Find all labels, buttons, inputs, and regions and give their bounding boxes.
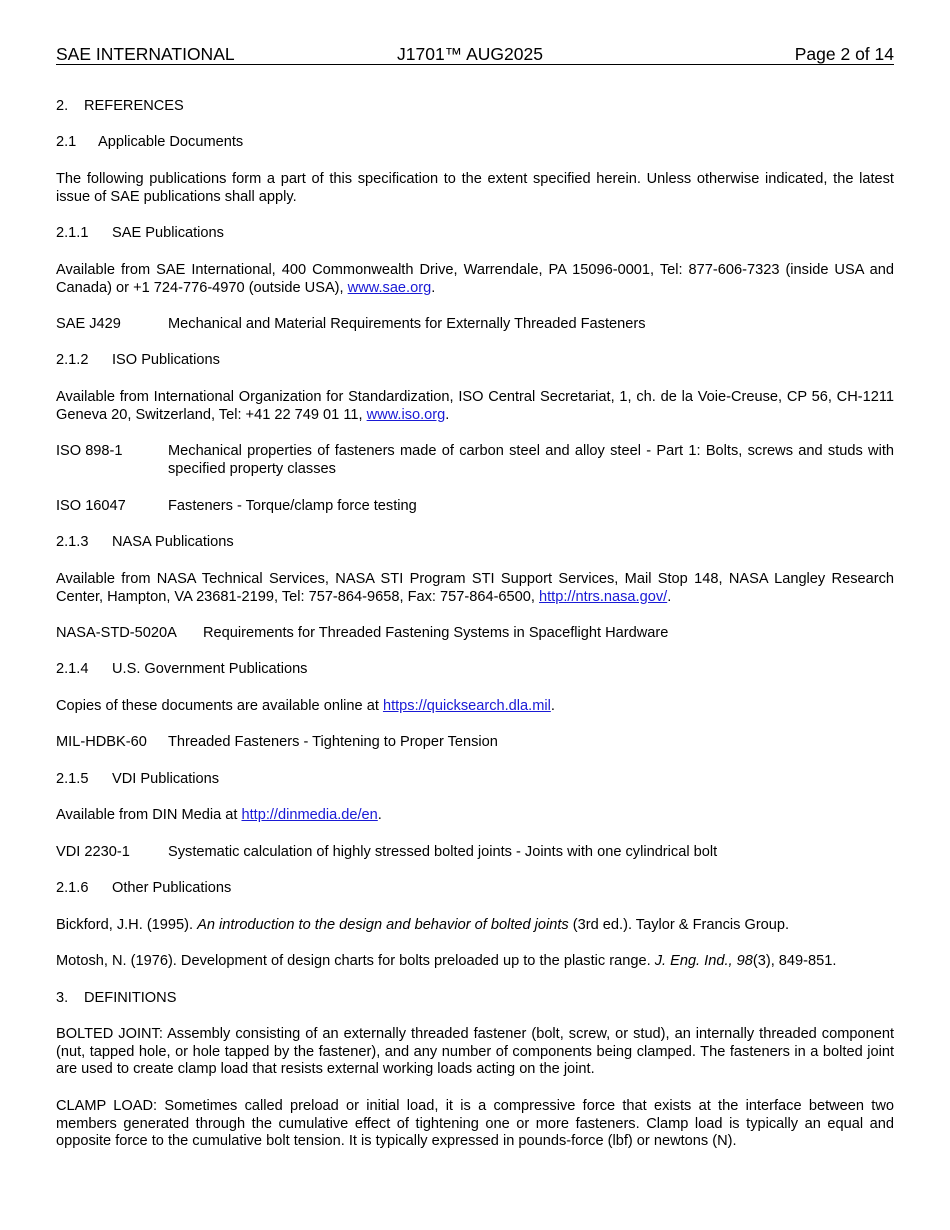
definition-clamp-load: CLAMP LOAD: Sometimes called preload or initial load, it is a compressive force that exists at the interface between two members generated through the cumulative effect of tightening one or more fasteners. Clamp load is typically an equal and opposite force to the cumulative bolt tension. It is typically expressed in pounds-force (lbf) or newtons (N). [56,1098,894,1149]
reference-code: ISO 16047 [56,498,126,514]
reference-entry [56,625,894,643]
section-heading-applicable-documents [56,134,894,152]
period: . [445,406,450,423]
citation-author-title: Motosh, N. (1976). Development of design charts for bolts preloaded up to the plastic range. [56,953,651,969]
section-heading-sae-publications [56,225,894,243]
reference-title: Mechanical and Material Requirements for Externally Threaded Fasteners [168,316,646,332]
section-heading-iso-publications [56,352,894,370]
reference-entry [56,316,894,334]
section-heading-definitions [56,990,894,1008]
availability-text: Available from SAE International, 400 Commonwealth Drive, Warrendale, PA 15096-0001, Tel: 877-606-7323 (inside USA and Canada) or +1 724-776-4970 (outside USA), [56,262,894,296]
header-org: SAE INTERNATIONAL [56,44,235,64]
section-number: 3. [56,990,69,1006]
reference-title: Fasteners - Torque/clamp force testing [168,498,417,514]
header-page-number: Page 2 of 14 [794,44,894,64]
section-number: 2. [56,98,69,114]
reference-code: VDI 2230-1 [56,844,130,860]
dla-quicksearch-link[interactable]: https://quicksearch.dla.mil [382,698,551,714]
section-title: U.S. Government Publications [112,661,308,677]
citation-journal: J. Eng. Ind., 98 [654,953,753,969]
section-heading-references [56,98,894,116]
section-title: ISO Publications [112,352,220,368]
section-heading-nasa-publications [56,534,894,552]
reference-title: Threaded Fasteners - Tightening to Proper Tension [168,734,498,750]
sae-availability-paragraph [56,262,894,297]
period: . [377,807,382,823]
section-title: REFERENCES [84,98,184,114]
section-number: 2.1.6 [56,880,89,896]
reference-entry [56,734,894,752]
section-title: NASA Publications [112,534,234,550]
section-heading-other-publications [56,880,894,898]
header-doc-id: J1701™ AUG2025 [397,44,543,64]
reference-title: Requirements for Threaded Fastening Systems in Spaceflight Hardware [203,625,669,641]
period: . [550,698,555,714]
section-title: SAE Publications [112,225,224,241]
section-number: 2.1 [56,134,77,150]
din-media-link[interactable]: http://dinmedia.de/en [241,807,378,823]
reference-entry [56,498,894,516]
reference-code: SAE J429 [56,316,121,332]
period: . [667,588,672,605]
reference-code: NASA-STD-5020A [56,625,177,641]
citation-author-year: Bickford, J.H. (1995). [56,917,194,933]
page-header [56,44,894,65]
section-number: 2.1.4 [56,661,89,677]
nasa-availability-paragraph [56,571,894,606]
citation-title: An introduction to the design and behavior of bolted joints [197,917,569,933]
us-gov-availability-paragraph [56,698,894,716]
vdi-availability-paragraph [56,807,894,825]
availability-text: Available from NASA Technical Services, NASA STI Program STI Support Services, Mail Stop 148, NASA Langley Research Center, Hampton, VA 23681-2199, Tel: 757-864-9658, Fax: 757-864-6500, [56,571,894,605]
section-number: 2.1.3 [56,534,89,550]
sae-website-link[interactable]: www.sae.org [347,279,432,296]
nasa-website-link[interactable]: http://ntrs.nasa.gov/ [539,588,668,605]
section-title: Applicable Documents [98,134,244,150]
citation-bickford [56,917,894,935]
section-title: Other Publications [112,880,232,896]
citation-motosh [56,953,894,971]
section-number: 2.1.2 [56,352,89,368]
period: . [431,279,436,296]
iso-website-link[interactable]: www.iso.org [366,406,446,423]
reference-entry [56,443,894,478]
citation-pages: (3), 849-851. [752,953,837,969]
section-number: 2.1.1 [56,225,89,241]
section-title: DEFINITIONS [84,990,177,1006]
section-number: 2.1.5 [56,771,89,787]
section-heading-us-government-publications [56,661,894,679]
reference-code: ISO 898-1 [56,443,123,459]
reference-title: Systematic calculation of highly stressed bolted joints - Joints with one cylindrical bolt [168,844,718,860]
reference-code: MIL-HDBK-60 [56,734,147,750]
definition-bolted-joint: BOLTED JOINT: Assembly consisting of an externally threaded fastener (bolt, screw, or stud), an internally threaded component (nut, tapped hole, or hole tapped by the fastener), and any number of components being clamped. The fasteners in a bolted joint are used to create clamp load that resists external working loads acting on the joint. [56,1026,894,1077]
iso-availability-paragraph [56,389,894,424]
availability-text: Available from DIN Media at [56,807,238,823]
applicable-documents-paragraph: The following publications form a part of this specification to the extent specified herein. Unless otherwise indicated, the latest issue of SAE publications shall apply. [56,171,894,205]
section-title: VDI Publications [112,771,220,787]
reference-entry [56,844,894,862]
availability-text: Available from International Organization for Standardization, ISO Central Secretariat, 1, ch. de la Voie-Creuse, CP 56, CH-1211 Geneva 20, Switzerland, Tel: +41 22 749 01 11, [56,389,894,423]
availability-text: Copies of these documents are available online at [56,698,379,714]
reference-title: Mechanical properties of fasteners made of carbon steel and alloy steel - Part 1: Bolts, screws and studs with specified property classes [168,443,894,477]
citation-publisher: (3rd ed.). Taylor & Francis Group. [572,917,790,933]
section-heading-vdi-publications [56,771,894,789]
